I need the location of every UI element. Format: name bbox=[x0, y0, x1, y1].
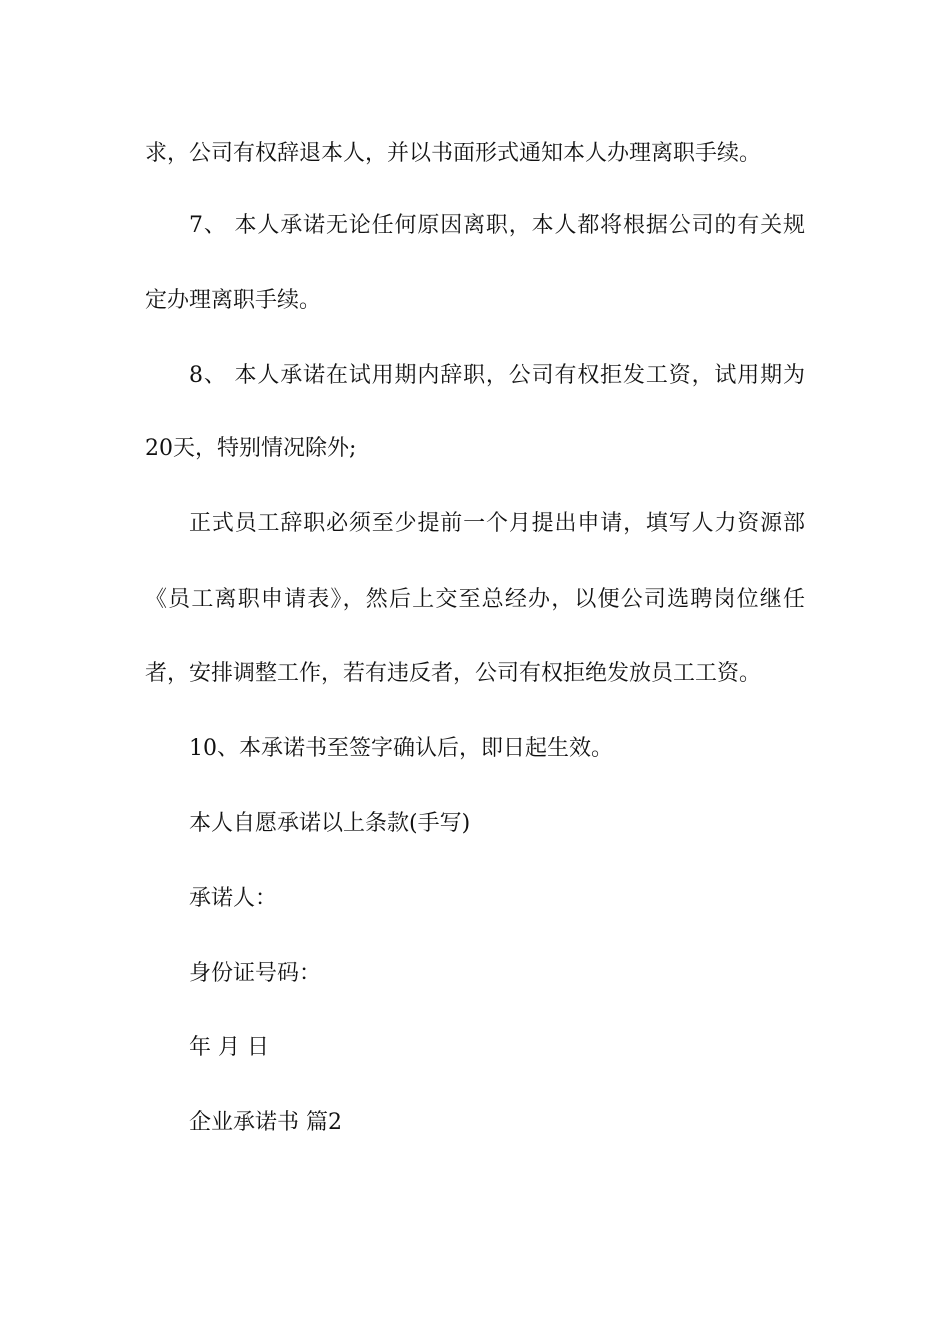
resignation-paragraph-line-1: 正式员工辞职必须至少提前一个月提出申请，填写人力资源部 bbox=[189, 511, 805, 536]
promisor-label: 承诺人： bbox=[189, 886, 278, 911]
resignation-paragraph-line-3: 者，安排调整工作，若有违反者，公司有权拒绝发放员工工资。 bbox=[145, 661, 762, 686]
clause-8-line-2: 20天，特别情况除外; bbox=[145, 436, 357, 461]
clause-8-line-1: 8、 本人承诺在试用期内辞职，公司有权拒发工资，试用期为 bbox=[189, 363, 805, 388]
clause-10: 10、本承诺书至签字确认后，即日起生效。 bbox=[189, 736, 613, 761]
section-heading: 企业承诺书 篇2 bbox=[189, 1110, 342, 1135]
resignation-paragraph-line-2: 《员工离职申请表》，然后上交至总经办，以便公司选聘岗位继任 bbox=[145, 587, 805, 612]
clause-7-line-1: 7、 本人承诺无论任何原因离职，本人都将根据公司的有关规 bbox=[189, 213, 805, 238]
clause-7-line-2: 定办理离职手续。 bbox=[145, 288, 322, 313]
date-label: 年 月 日 bbox=[189, 1035, 269, 1060]
voluntary-commitment-note: 本人自愿承诺以上条款(手写) bbox=[189, 811, 471, 836]
paragraph-line-1: 求，公司有权辞退本人，并以书面形式通知本人办理离职手续。 bbox=[145, 141, 762, 166]
id-number-label: 身份证号码： bbox=[189, 961, 322, 986]
